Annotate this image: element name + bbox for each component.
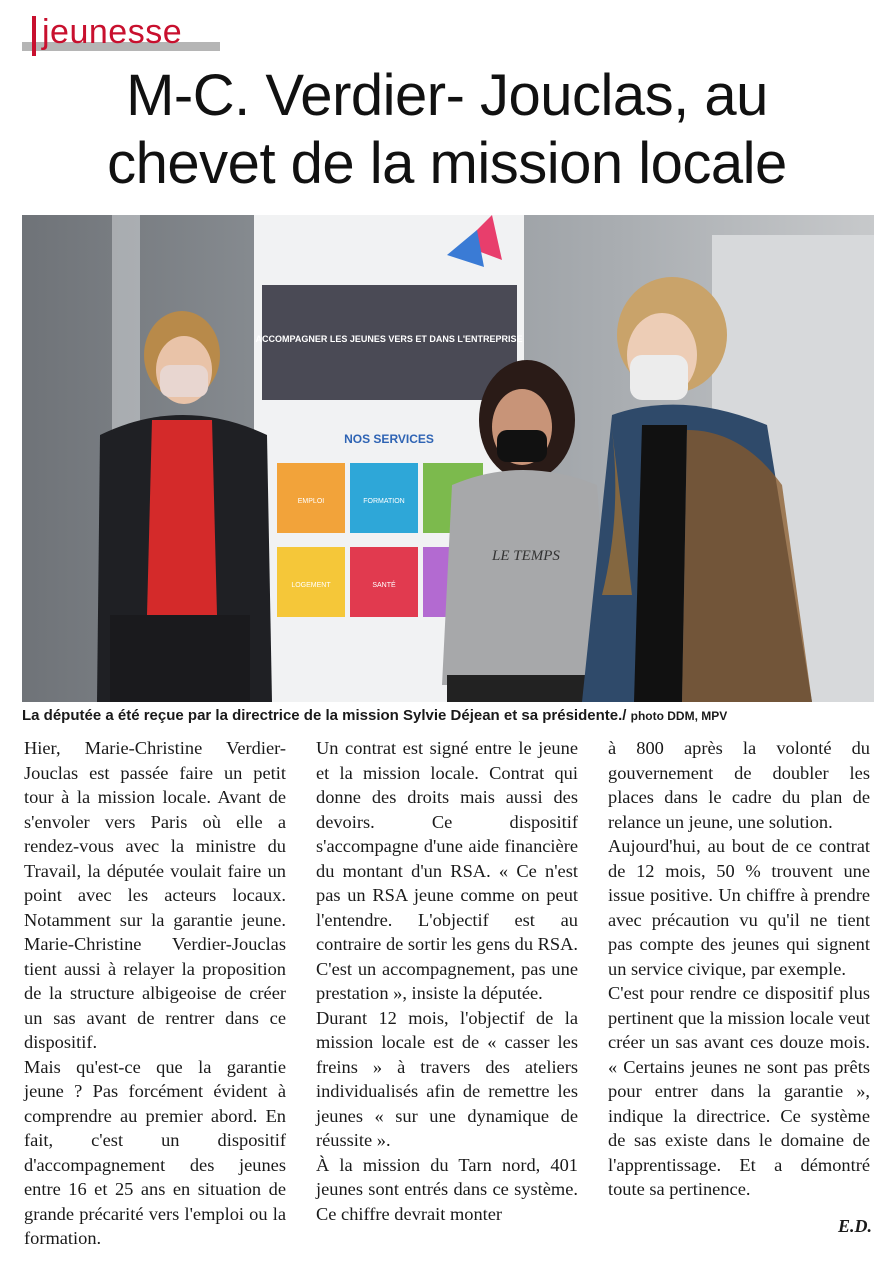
article-column-3 [608, 736, 870, 1202]
banner-heading: ACCOMPAGNER LES JEUNES VERS ET DANS L'ENTREPRISE [255, 334, 523, 344]
tile-label-3: LOGEMENT [291, 582, 331, 589]
rubric-red-marker [32, 16, 36, 56]
tshirt-text: LE TEMPS [492, 548, 560, 564]
paragraph: Aujourd'hui, au bout de ce contrat de 12 mois, 50 % trouvent une issue positive. Un chiffre à prendre avec précaution vu qu'il ne tient pas compte des jeunes qui signent un service civique, par exemple. [608, 836, 870, 979]
section-rubric [22, 8, 222, 52]
photo-caption [22, 704, 874, 730]
face-mask [160, 365, 208, 397]
paragraph: Un contrat est signé entre le jeune et la mission locale. Contrat qui donne des droits mais aussi des devoirs. Ce dispositif s'accompagne d'une aide financière du montant d'un RSA. « Ce n'est pas un RSA jeune comme on peut l'entendre. L'objectif est au contraire de sortir les gens du RSA. C'est un accompagnement, pas une prestation », insiste la députée. [316, 738, 579, 1003]
paragraph: C'est pour rendre ce dispositif plus pertinent que la mission locale veut créer un sas avant ces douze mois. « Certains jeunes ne sont pas prêts pour entrer dans la garantie », indique la directrice. Ce système de sas existe dans le domaine de l'apprentissage. Et a démontré toute sa pertinence. [608, 983, 870, 1199]
photo-credit: photo DDM, MPV [630, 709, 728, 723]
paragraph: À la mission du Tarn nord, 401 jeunes sont entrés dans ce système. Ce chiffre devrait monter [316, 1154, 578, 1224]
tile-label-2: FORMATION [363, 498, 405, 505]
paragraph: à 800 après la volonté du gouvernement de doubler les places dans le cadre du plan de relance un jeune, une solution. [608, 738, 870, 832]
tile-label-4: SANTÉ [372, 582, 396, 589]
paragraph: Mais qu'est-ce que la garantie jeune ? Pas forcément évident à comprendre au premier abord. En fait, c'est un dispositif d'accompagnement des jeunes entre 16 et 25 ans en situation de grande précarité vers l'emploi ou la formation. [24, 1056, 286, 1248]
article-column-2 [316, 736, 578, 1226]
author-signature: E.D. [837, 1216, 872, 1236]
caption-text: La députée a été reçue par la directrice de la mission Sylvie Déjean et sa présidente./ [22, 707, 627, 724]
section-label: jeunesse [42, 13, 183, 51]
headline-line-1: M-C. Verdier- Jouclas, au [126, 63, 768, 128]
paragraph: Hier, Marie-Christine Verdier-Jouclas est passée faire un petit tour à la mission locale. Avant de s'envoler vers Paris où elle a rendez-vous avec la ministre du Travail, la députée voulait faire un point avec les acteurs locaux. Notamment sur la garantie jeune. Marie-Christine Verdier-Jouclas tient aussi à relayer la proposition de la structure albigeoise de créer un sas avant de rentrer dans ce dispositif. [24, 738, 286, 1052]
face-mask [630, 355, 688, 400]
article-photo [22, 215, 874, 702]
article-column-1 [24, 736, 286, 1251]
banner-services: NOS SERVICES [344, 432, 434, 446]
article-headline [0, 62, 894, 198]
face-mask [497, 430, 547, 462]
tile-label-1: EMPLOI [297, 498, 325, 505]
photo-illustration [22, 215, 874, 702]
headline-line-2: chevet de la mission locale [107, 131, 787, 196]
paragraph: Durant 12 mois, l'objectif de la mission locale est de « casser les freins » à travers des ateliers individualisés afin de remettre les jeunes « sur une dynamique de réussite ». [316, 1007, 578, 1150]
